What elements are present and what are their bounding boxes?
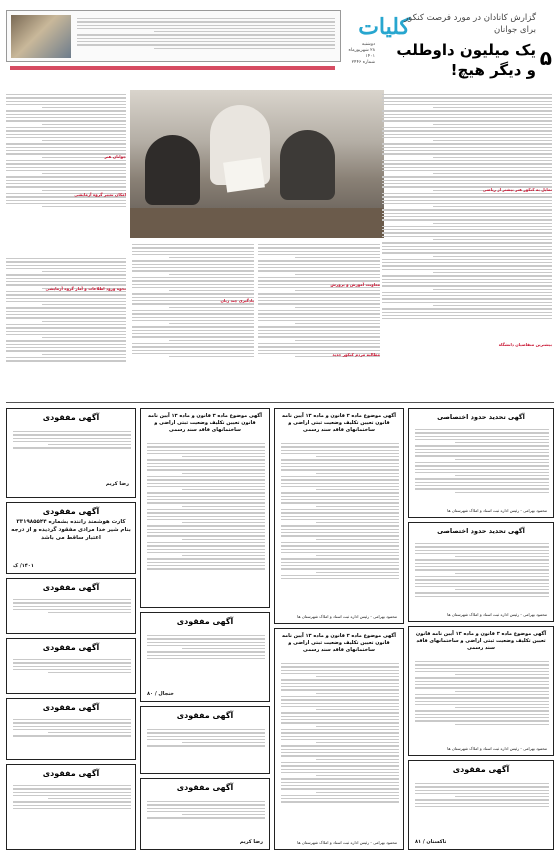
subhead-universities: بیشترین متقاضیان دانشگاه xyxy=(498,342,552,347)
ad-lost-4 xyxy=(6,638,136,694)
ad-signer: محمود بهرامی - رئیس اداره ثبت اسناد و املاک شهرستان ها xyxy=(297,614,397,619)
subhead-new-exam: مطالبه مردم کنکور جدید xyxy=(332,352,380,357)
ad-title: آگهی مفقودی xyxy=(42,583,100,592)
exam-photo xyxy=(130,90,384,238)
article-headline xyxy=(376,40,536,80)
photo-desk xyxy=(130,208,384,238)
ad-lost-2 xyxy=(6,502,136,574)
ad-signer: محمود بهرامی - رئیس اداره ثبت اسناد و املاک شهرستان ها xyxy=(447,508,547,513)
ad-title: آگهی مفقودی xyxy=(176,783,234,792)
photo-student-2 xyxy=(280,130,335,200)
headline-line-2: و دیگر هیچ! xyxy=(450,61,536,79)
subhead-languages: یادگیری چند زبان xyxy=(220,298,254,303)
ad-law-notice-3 xyxy=(274,628,404,850)
subhead-group-change: امکان تغییر گروه آزمایشی xyxy=(74,192,126,197)
ad-lost-9 xyxy=(140,778,270,850)
ad-lost-5 xyxy=(6,698,136,760)
ad-lost-1 xyxy=(6,408,136,498)
ad-title: آگهی مفقودی xyxy=(176,617,234,626)
ad-lost-10 xyxy=(408,760,554,850)
article-kicker: گزارش کانادان در مورد فرصت کنکور برای جوانان xyxy=(404,13,536,35)
subhead-meat: تمایل به کنکور هنر بیشتر از ریاضی xyxy=(482,187,552,192)
article-col-right xyxy=(382,92,552,397)
ad-lost-7 xyxy=(140,612,270,702)
ad-signer: محمود بهرامی - رئیس اداره ثبت اسناد و املاک شهرستان ها xyxy=(447,746,547,751)
photo-student-3 xyxy=(145,135,200,205)
ad-lost-3 xyxy=(6,578,136,634)
ad-title: آگهی مفقودی xyxy=(176,711,234,720)
ad-title: آگهی تحدید حدود اختصاصی xyxy=(437,527,525,535)
teaser-thumbnail xyxy=(11,15,71,58)
photo-paper xyxy=(223,158,265,193)
date-line-issue: شماره ۲۴۴۶ xyxy=(351,60,375,65)
date-line-date: ۲۸ شهریورماه ۱۴۰۱ xyxy=(348,48,375,59)
ad-signer: تاکستان / ۸۱ xyxy=(415,839,447,845)
logo-text: کلیات xyxy=(358,14,410,40)
ad-title: آگهی موضوع ماده ۳ قانون و ماده ۱۳ آیین نامه قانون تعیین تکلیف وضعیت ثبتی اراضی و ساختمانهای فاقد سند رسمی xyxy=(148,413,262,433)
ad-lost-8 xyxy=(140,706,270,774)
subhead-data-entry: نحوه ورود اطلاعات و آمار گروه آزمایشی xyxy=(45,286,126,291)
ad-title: آگهی موضوع ماده ۳ قانون و ماده ۱۳ آیین نامه قانون تعیین تکلیف وضعیت ثبتی اراضی و ساختمانهای فاقد سند رسمی xyxy=(282,413,396,433)
ad-law-notice-1 xyxy=(140,408,270,608)
masthead xyxy=(0,0,560,90)
ad-law-notice-2 xyxy=(274,408,404,624)
ad-lost-6 xyxy=(6,764,136,850)
section-divider xyxy=(6,402,554,403)
headline-line-1: یک میلیون داوطلب xyxy=(396,41,536,59)
date-line-weekday: دوشنبه xyxy=(361,42,375,47)
subhead-top xyxy=(10,66,335,70)
article-col-mid-2 xyxy=(132,242,254,402)
ad-title: آگهی مفقودی xyxy=(42,703,100,712)
teaser-box xyxy=(6,10,341,62)
ad-title: آگهی مفقودی xyxy=(42,769,100,778)
ad-signer: محمود بهرامی - رئیس اداره ثبت اسناد و املاک شهرستان ها xyxy=(447,612,547,617)
ad-signer: خنجال / ۸۰ xyxy=(147,691,174,697)
subhead-education-dept: معاونت آموزش و پرورش xyxy=(330,282,380,287)
page-number: ۵ xyxy=(539,46,552,70)
ad-title: آگهی مفقودی xyxy=(42,413,100,422)
article-col-left-lower xyxy=(6,256,126,401)
ad-title: آگهی تحدید حدود اختصاصی xyxy=(437,413,525,421)
ad-boundary-2 xyxy=(408,522,554,622)
ad-law-notice-4 xyxy=(408,626,554,756)
subhead-art: جوانان هنر xyxy=(104,154,126,159)
ad-number: ۱۴۰۱/ ک xyxy=(13,563,34,569)
article-col-left xyxy=(6,92,126,252)
ad-title: آگهی موضوع ماده ۳ قانون و ماده ۱۳ آیین نامه قانون تعیین تکلیف وضعیت ثبتی اراضی و ساختمانهای فاقد سند رسمی xyxy=(282,633,396,653)
ad-signer: رضا کریم xyxy=(105,481,129,487)
ad-signer: محمود بهرامی - رئیس اداره ثبت اسناد و املاک شهرستان ها xyxy=(297,840,397,845)
ad-boundary-1 xyxy=(408,408,554,518)
ad-title: آگهی مفقودی xyxy=(452,765,510,774)
ad-signer: رضا کریم xyxy=(239,839,263,845)
ad-title: آگهی مفقودی xyxy=(42,507,100,516)
ad-body-smartcard: کارت هوشمند راننده بشماره ۳۳۱۹۸۵۵۴۴ بنام شیر خدا مرادی مفقود گردیده و از درجه اعتبار ساقط می باشد xyxy=(11,519,131,541)
article-col-mid-1 xyxy=(258,242,380,402)
ad-title: آگهی مفقودی xyxy=(42,643,100,652)
date-block xyxy=(345,42,375,66)
ad-title: آگهی موضوع ماده ۳ قانون و ماده ۱۳ آیین نامه قانون تعیین تکلیف وضعیت ثبتی اراضی و ساختمانهای فاقد سند رسمی xyxy=(415,631,547,651)
